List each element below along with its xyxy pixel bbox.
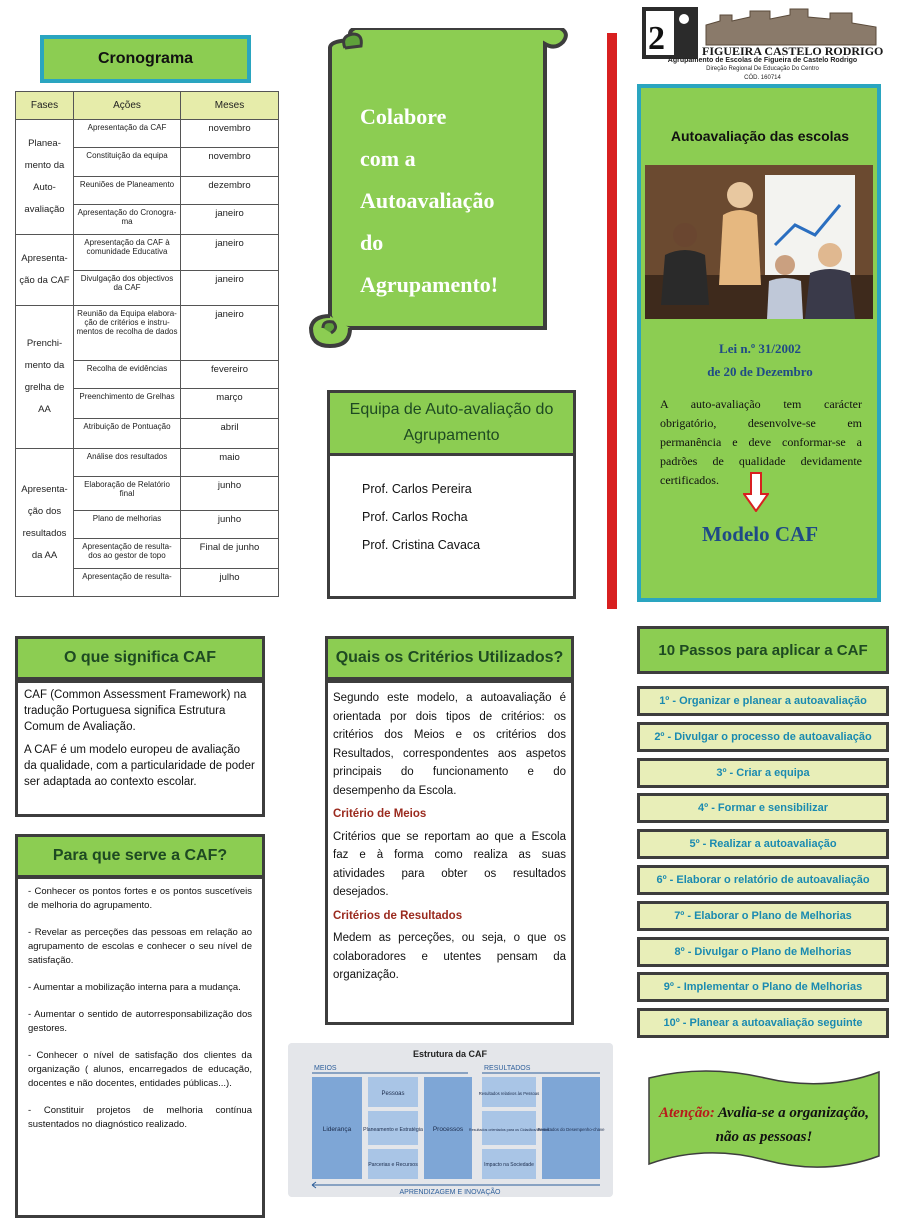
cronograma-mes: março bbox=[181, 389, 279, 419]
cronograma-mes: fevereiro bbox=[181, 361, 279, 389]
criterios-title bbox=[325, 636, 574, 680]
cronograma-fase: Apresenta-ção da CAF bbox=[16, 235, 74, 306]
cronograma-mes: janeiro bbox=[181, 205, 279, 235]
caf-meaning-body bbox=[15, 680, 265, 817]
caf-purpose-title-text: Para que serve a CAF? bbox=[52, 847, 228, 864]
scroll-line: com a bbox=[360, 146, 416, 171]
purpose-item: - Conhecer o nível de satisfação dos clientes da organização ( alunos, encarregados de educação, docentes e não docentes, entidades públicas...). bbox=[28, 1050, 252, 1089]
passo-item: 1º - Organizar e planear a autoavaliação bbox=[637, 686, 889, 716]
cronograma-acao: Apresentação da CAF bbox=[74, 120, 181, 148]
cronograma-acao: Recolha de evidências bbox=[74, 361, 181, 389]
cronograma-mes: junho bbox=[181, 511, 279, 539]
equipa-title-text: Equipa de Auto-avaliação do Agrupamento bbox=[349, 401, 554, 444]
lei-date: de 20 de Dezembro bbox=[707, 364, 813, 379]
passo-item: 5º - Realizar a autoavaliação bbox=[637, 829, 889, 859]
cronograma-acao: Atribuição de Pontuação bbox=[74, 419, 181, 449]
diagram-meios-label: MEIOS bbox=[314, 1065, 337, 1072]
cronograma-fase: Prenchi-mento da grelha de AA bbox=[16, 306, 74, 449]
cronograma-mes: julho bbox=[181, 569, 279, 597]
cronograma-fase: Apresenta-ção dos resultados da AA bbox=[16, 449, 74, 597]
diagram-processos: Processos bbox=[432, 1126, 464, 1133]
cronograma-acao: Reunião da Equipa elabora-ção de critérios e instru-mentos de recolha de dados bbox=[74, 306, 181, 361]
purpose-item: - Aumentar a mobilização interna para a mudança. bbox=[28, 982, 241, 993]
caf-purpose-body bbox=[15, 876, 265, 1218]
passo-item: 2º - Divulgar o processo de autoavaliação bbox=[637, 722, 889, 752]
col-acoes: Ações bbox=[74, 92, 181, 120]
caf-purpose-title bbox=[15, 834, 265, 878]
equipa-title bbox=[327, 390, 576, 456]
caf-meaning-title bbox=[15, 636, 265, 680]
cronograma-title bbox=[40, 35, 251, 83]
cronograma-row bbox=[16, 120, 279, 148]
modelo-caf: Modelo CAF bbox=[701, 522, 819, 546]
cronograma-fase: Planea-mento da Auto-avaliação bbox=[16, 120, 74, 235]
equipa-member: Prof. Carlos Rocha bbox=[362, 510, 468, 524]
diagram-parcerias: Parcerias e Recursos bbox=[368, 1162, 418, 1168]
caf-meaning-p1: CAF (Common Assessment Framework) na tradução Portuguesa significa Estrutura Comum de Avaliação. bbox=[24, 689, 247, 733]
passo-item: 8º - Divulgar o Plano de Melhorias bbox=[637, 937, 889, 967]
cronograma-acao: Apresentação de resulta-dos ao gestor de topo bbox=[74, 539, 181, 569]
criterios-body bbox=[325, 680, 574, 1025]
scroll-line: Colabore bbox=[360, 104, 447, 129]
atencao-label: Atenção: bbox=[659, 1105, 715, 1121]
criterios-title-text: Quais os Critérios Utilizados? bbox=[335, 649, 564, 666]
cronograma-acao: Análise dos resultados bbox=[74, 449, 181, 477]
diagram-desempenho: Resultados do Desempenho-chave bbox=[537, 1127, 605, 1132]
purpose-item: - Conhecer os pontos fortes e os pontos suscetíveis de melhoria do agrupamento. bbox=[28, 886, 252, 911]
logo-name: FIGUEIRA CASTELO RODRIGO bbox=[702, 44, 884, 58]
cronograma-body bbox=[16, 120, 279, 597]
col-meses: Meses bbox=[181, 92, 279, 120]
cronograma-acao: Elaboração de Relatório final bbox=[74, 477, 181, 511]
criterio-resultados-text: Medem as perceções, ou seja, o que os colaboradores e utentes pensam da organização. bbox=[333, 932, 566, 981]
logo-line3: CÓD. 160714 bbox=[744, 75, 781, 81]
diagram-resultados-label: RESULTADOS bbox=[484, 1065, 531, 1072]
passo-item: 4º - Formar e sensibilizar bbox=[637, 793, 889, 823]
lei-reference bbox=[641, 337, 879, 383]
criterios-intro: Segundo este modelo, a autoavaliação é orientada por dois tipos de critérios: os critérios dos Meios e os critérios dos Resultados, correspondentes aos aspetos principais do funcionamento e do desempenho da Escola. bbox=[333, 692, 566, 797]
equipa-member: Prof. Cristina Cavaca bbox=[362, 538, 481, 552]
caf-structure-diagram bbox=[288, 1043, 613, 1197]
cronograma-mes: dezembro bbox=[181, 177, 279, 205]
cronograma-row bbox=[16, 449, 279, 477]
cronograma-acao: Plano de melhorias bbox=[74, 511, 181, 539]
cronograma-title-text: Cronograma bbox=[97, 50, 194, 67]
atencao-message: Avalia-se a organização, não as pessoas! bbox=[715, 1105, 869, 1145]
cronograma-acao: Preenchimento de Grelhas bbox=[74, 389, 181, 419]
scroll-line: Agrupamento! bbox=[360, 272, 499, 297]
passo-item: 9º - Implementar o Plano de Melhorias bbox=[637, 972, 889, 1002]
autoavaliacao-title: Autoavaliação das escolas bbox=[670, 128, 850, 144]
scroll-line: do bbox=[360, 230, 384, 255]
red-divider bbox=[607, 33, 617, 609]
cronograma-acao: Reuniões de Planeamento bbox=[74, 177, 181, 205]
logo-number: 2 bbox=[648, 20, 665, 57]
cronograma-mes: janeiro bbox=[181, 306, 279, 361]
meeting-photo bbox=[645, 165, 873, 319]
diagram-res-pessoas: Resultados relativos às Pessoas bbox=[478, 1091, 540, 1096]
equipa-list bbox=[327, 456, 576, 599]
purpose-item: - Revelar as perceções das pessoas em relação ao agrupamento de escolas e conhecer o seu nível de satisfação. bbox=[28, 927, 252, 966]
lei-number: Lei n.º 31/2002 bbox=[719, 341, 801, 356]
down-arrow-icon bbox=[743, 472, 769, 512]
caf-meaning-title-text: O que significa CAF bbox=[63, 649, 216, 666]
purpose-item: - Constituir projetos de melhoria contínua sustentados no diagnóstico realizado. bbox=[28, 1105, 252, 1130]
criterio-resultados-heading: Critérios de Resultados bbox=[333, 909, 463, 922]
diagram-aprendizagem: APRENDIZAGEM E INOVAÇÃO bbox=[399, 1189, 501, 1196]
cronograma-acao: Divulgação dos objectivos da CAF bbox=[74, 271, 181, 306]
col-fases: Fases bbox=[16, 92, 74, 120]
cronograma-mes: maio bbox=[181, 449, 279, 477]
cronograma-mes: novembro bbox=[181, 148, 279, 177]
passo-item: 6º - Elaborar o relatório de autoavaliação bbox=[637, 865, 889, 895]
cronograma-row bbox=[16, 235, 279, 271]
diagram-lideranca: Liderança bbox=[322, 1126, 352, 1133]
criterio-meios-heading: Critério de Meios bbox=[333, 808, 427, 820]
cronograma-mes: janeiro bbox=[181, 235, 279, 271]
cronograma-acao: Constituição da equipa bbox=[74, 148, 181, 177]
diagram-res-cidadaos: Resultados orientados para os Cidadãos/clientes bbox=[468, 1128, 550, 1132]
equipa-member: Prof. Carlos Pereira bbox=[362, 482, 472, 496]
cronograma-acao: Apresentação da CAF à comunidade Educativa bbox=[74, 235, 181, 271]
passo-item: 7º - Elaborar o Plano de Melhorias bbox=[637, 901, 889, 931]
diagram-impacto: Impacto na Sociedade bbox=[484, 1162, 534, 1168]
cronograma-mes: novembro bbox=[181, 120, 279, 148]
cronograma-mes: abril bbox=[181, 419, 279, 449]
scroll-text bbox=[360, 96, 560, 306]
cronograma-mes: Final de junho bbox=[181, 539, 279, 569]
passos-title bbox=[637, 626, 889, 674]
logo-line1: Agrupamento de Escolas de Figueira de Castelo Rodrigo bbox=[667, 57, 858, 64]
cronograma-row bbox=[16, 306, 279, 361]
passo-item: 3º - Criar a equipa bbox=[637, 758, 889, 788]
cronograma-mes: janeiro bbox=[181, 271, 279, 306]
cronograma-acao: Apresentação do Cronogra-ma bbox=[74, 205, 181, 235]
cronograma-acao: Apresentação de resulta- bbox=[74, 569, 181, 597]
caf-meaning-p2: A CAF é um modelo europeu de avaliação da qualidade, com a particularidade de poder ser adaptada ao contexto escolar. bbox=[24, 744, 255, 788]
atencao-text bbox=[654, 1101, 874, 1149]
criterio-meios-text: Critérios que se reportam ao que a Escola faz e à forma como realiza as suas atividades para obter os resultados desejados. bbox=[333, 830, 566, 898]
purpose-item: - Aumentar o sentido de autorresponsabilização dos gestores. bbox=[28, 1009, 252, 1034]
scroll-line: Autoavaliação bbox=[360, 188, 495, 213]
logo-subtitle bbox=[640, 56, 885, 83]
diagram-planeamento: Planeamento e Estratégia bbox=[363, 1127, 423, 1133]
diagram-pessoas: Pessoas bbox=[381, 1091, 405, 1097]
passo-item: 10º - Planear a autoavaliação seguinte bbox=[637, 1008, 889, 1038]
cronograma-mes: junho bbox=[181, 477, 279, 511]
lei-text: A auto-avaliação tem carácter obrigatório, desenvolve-se em permanência e deve conformar-se a padrões de qualidade devidamente certificados. bbox=[660, 397, 862, 487]
diagram-title: Estrutura da CAF bbox=[412, 1049, 488, 1059]
passos-title-text: 10 Passos para aplicar a CAF bbox=[658, 641, 868, 659]
logo-line2: Direção Regional De Educação Do Centro bbox=[706, 66, 819, 72]
cronograma-table bbox=[15, 91, 279, 597]
